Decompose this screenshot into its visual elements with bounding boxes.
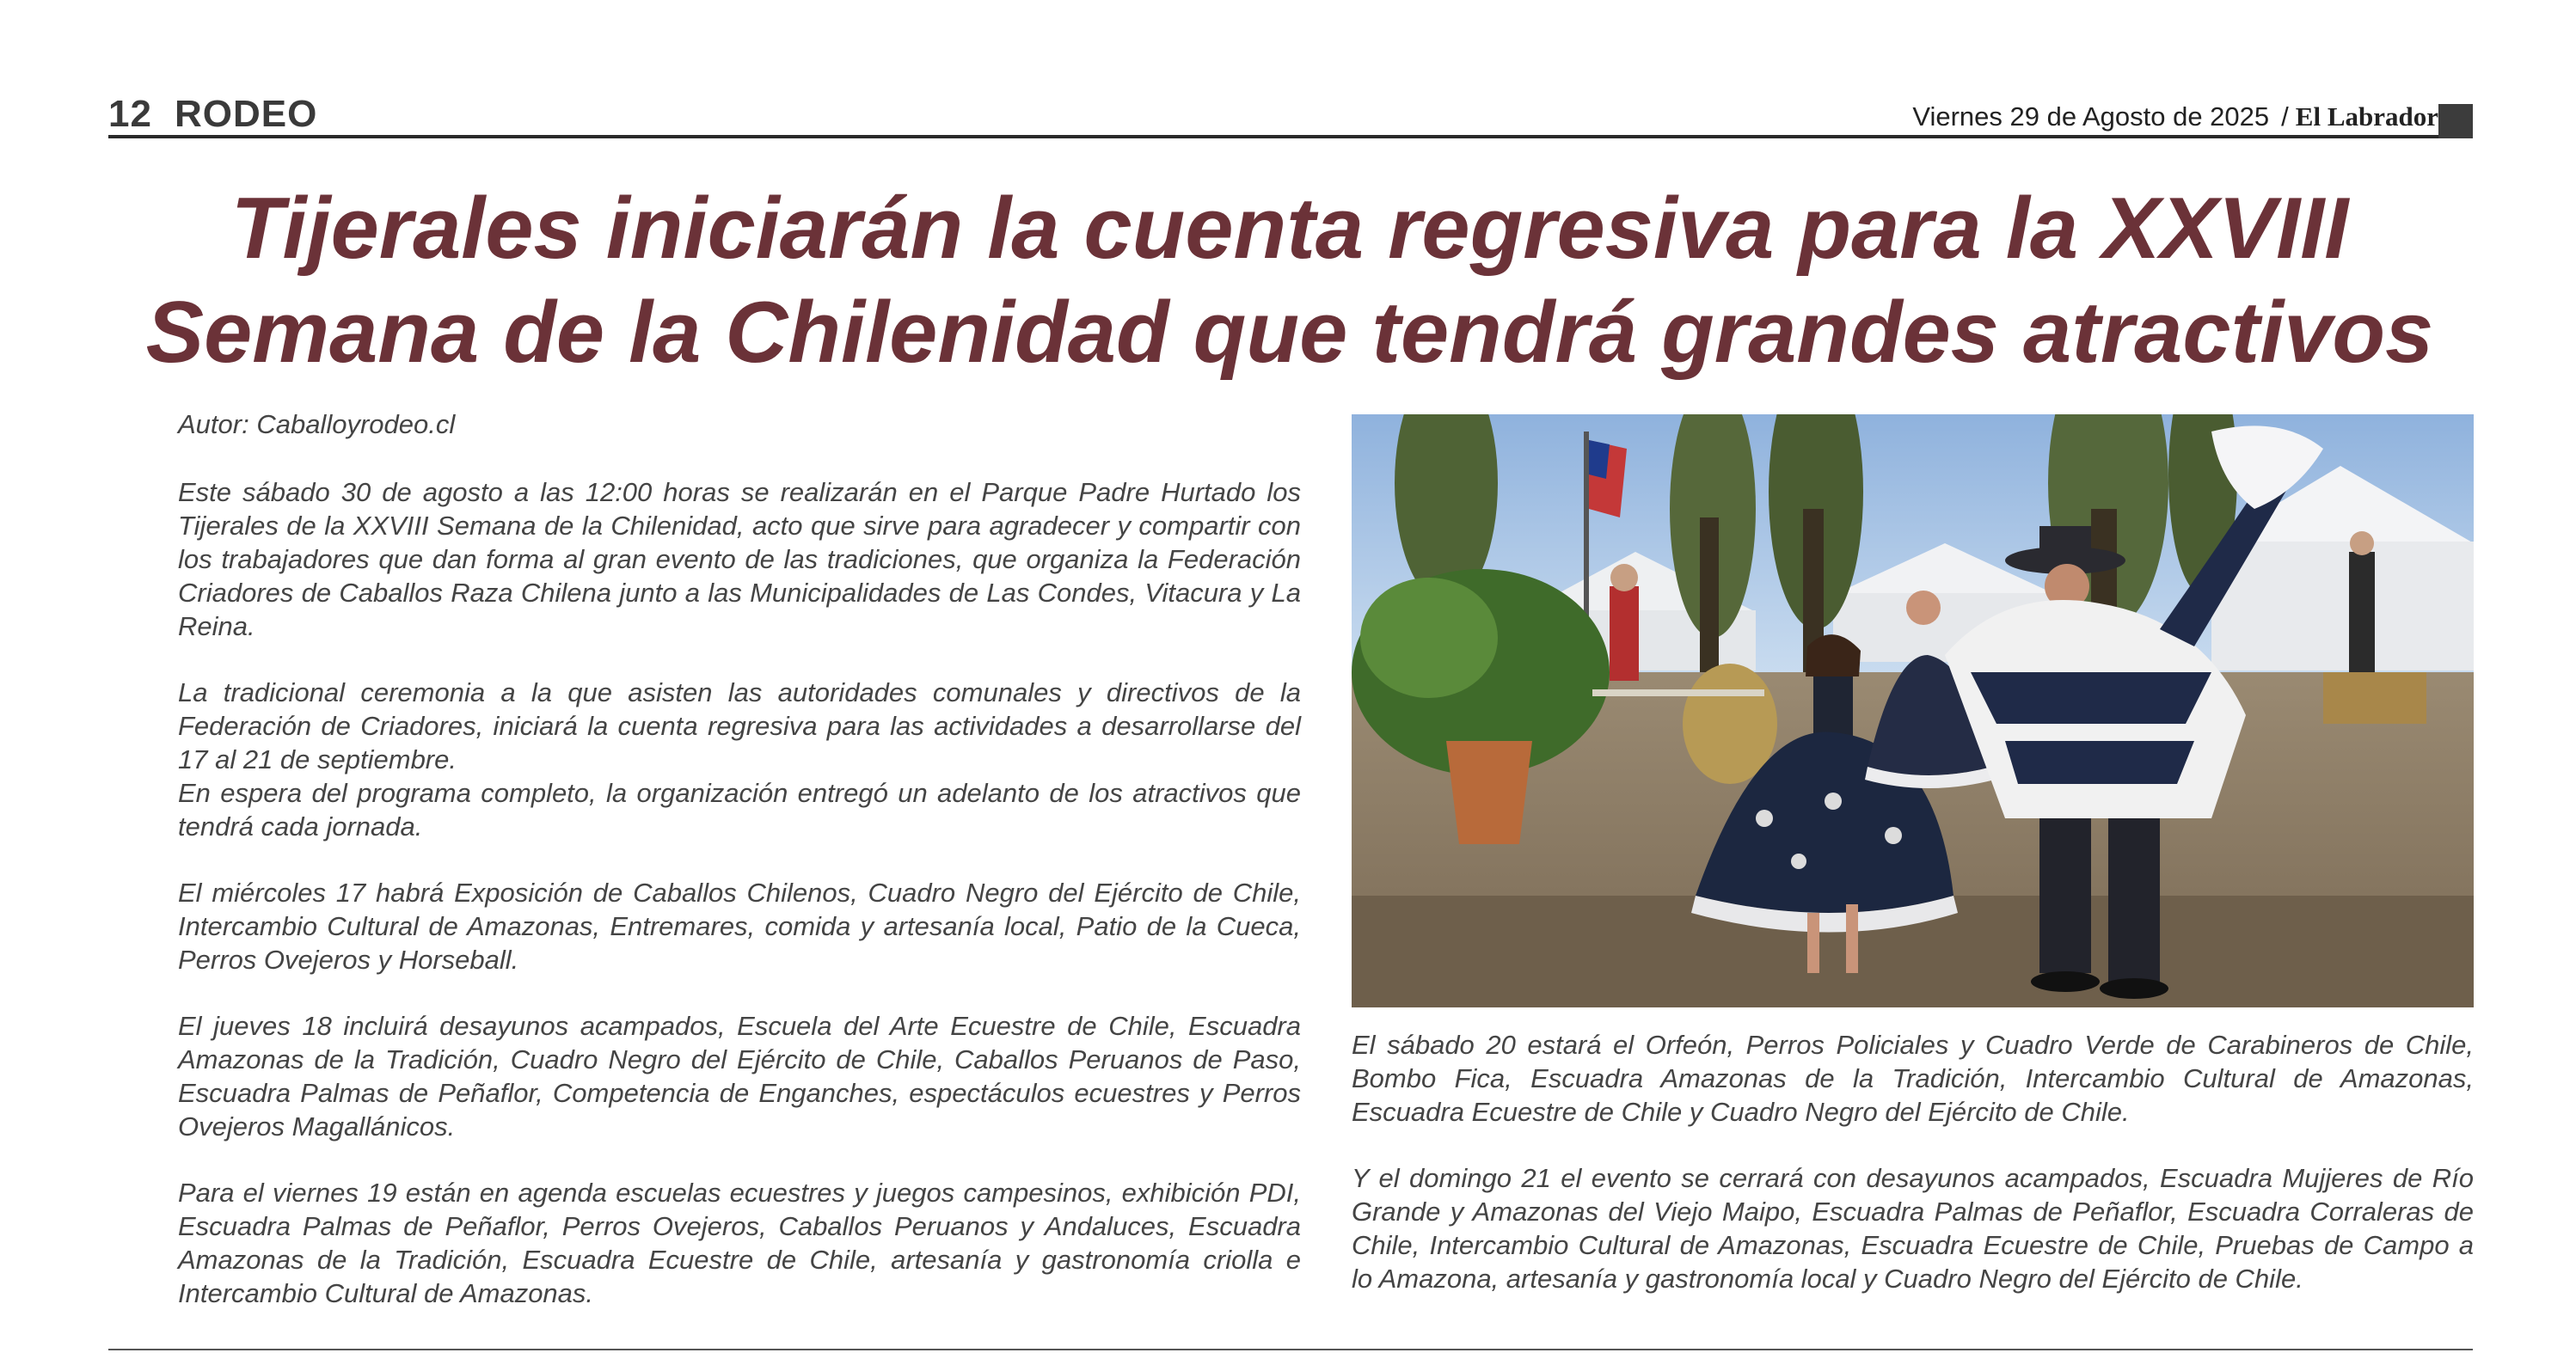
article-photo	[1352, 414, 2474, 1007]
page-number: 12	[108, 93, 152, 135]
header-corner-block	[2438, 104, 2473, 138]
paragraph-4: El miércoles 17 habrá Exposición de Caballos Chilenos, Cuadro Negro del Ejército de Chile, Intercambio Cultural de Amazonas, Entremares, comida y artesanía local, Patio de la Cueca, Perros Ovejeros y Horseball.	[178, 878, 1301, 975]
right-column	[1352, 1028, 2474, 1328]
paragraph-2: La tradicional ceremonia a la que asisten las autoridades comunales y directivos de la Federación de Criadores, iniciará la cuenta regresiva para las actividades a desarrollarse del 17 al 21 de septiembre.	[178, 677, 1301, 774]
article-headline	[86, 177, 2493, 385]
paragraph-3: En espera del programa completo, la organización entregó un adelanto de los atractivos que tendrá cada jornada.	[178, 778, 1301, 842]
header-rule	[108, 135, 2447, 138]
footer-rule	[108, 1349, 2473, 1350]
dateline	[1912, 101, 2438, 132]
paragraph-7: El sábado 20 estará el Orfeón, Perros Policiales y Cuadro Verde de Carabineros de Chile, Bombo Fica, Escuadra Amazonas de la Tradición, Intercambio Cultural de Amazonas, Escuadra Ecuestre de Chile y Cuadro Negro del Ejército de Chile.	[1352, 1030, 2474, 1127]
article-author: Autor: Caballoyrodeo.cl	[178, 409, 456, 439]
paragraph-5: El jueves 18 incluirá desayunos acampados, Escuela del Arte Ecuestre de Chile, Escuadra Amazonas de la Tradición, Cuadro Negro del Ejército de Chile, Caballos Peruanos de Paso, Escuadra Palmas de Peñaflor, Competencia de Enganches, espectáculos ecuestres y Perros Ovejeros Magallánicos.	[178, 1011, 1301, 1142]
page-header	[108, 89, 2473, 138]
section-name: RODEO	[174, 93, 318, 135]
dateline-separator: /	[2281, 101, 2289, 132]
left-column	[178, 407, 1301, 1343]
issue-date: Viernes 29 de Agosto de 2025	[1912, 101, 2270, 132]
section-label	[108, 93, 317, 136]
headline-line-2: Semana de la Chilenidad que tendrá grandes atractivos	[145, 285, 2434, 381]
paragraph-1: Este sábado 30 de agosto a las 12:00 horas se realizarán en el Parque Padre Hurtado los Tijerales de la XXVIII Semana de la Chilenidad, acto que sirve para agradecer y compartir con los trabajadores que dan forma al gran evento de las tradiciones, que organiza la Federación Criadores de Caballos Raza Chilena junto a las Municipalidades de Las Condes, Vitacura y La Reina.	[178, 477, 1301, 641]
paragraph-8: Y el domingo 21 el evento se cerrará con desayunos acampados, Escuadra Mujjeres de Río Grande y Amazonas del Viejo Maipo, Escuadra Palmas de Peñaflor, Escuadra Corraleras de Chile, Intercambio Cultural de Amazonas, Escuadra Ecuestre de Chile, Pruebas de Campo a lo Amazona, artesanía y gastronomía local y Cuadro Negro del Ejército de Chile.	[1352, 1163, 2474, 1294]
paragraph-6: Para el viernes 19 están en agenda escuelas ecuestres y juegos campesinos, exhibición PDI, Escuadra Palmas de Peñaflor, Perros Ovejeros, Caballos Peruanos y Andaluces, Escuadra Amazonas de la Tradición, Escuadra Ecuestre de Chile, artesanía y gastronomía criolla e Intercambio Cultural de Amazonas.	[178, 1178, 1301, 1308]
cueca-dancers-photo	[1352, 414, 2474, 1007]
newspaper-name: El Labrador	[2295, 101, 2438, 132]
headline-line-1: Tijerales iniciarán la cuenta regresiva para la XXVIII	[230, 181, 2349, 277]
